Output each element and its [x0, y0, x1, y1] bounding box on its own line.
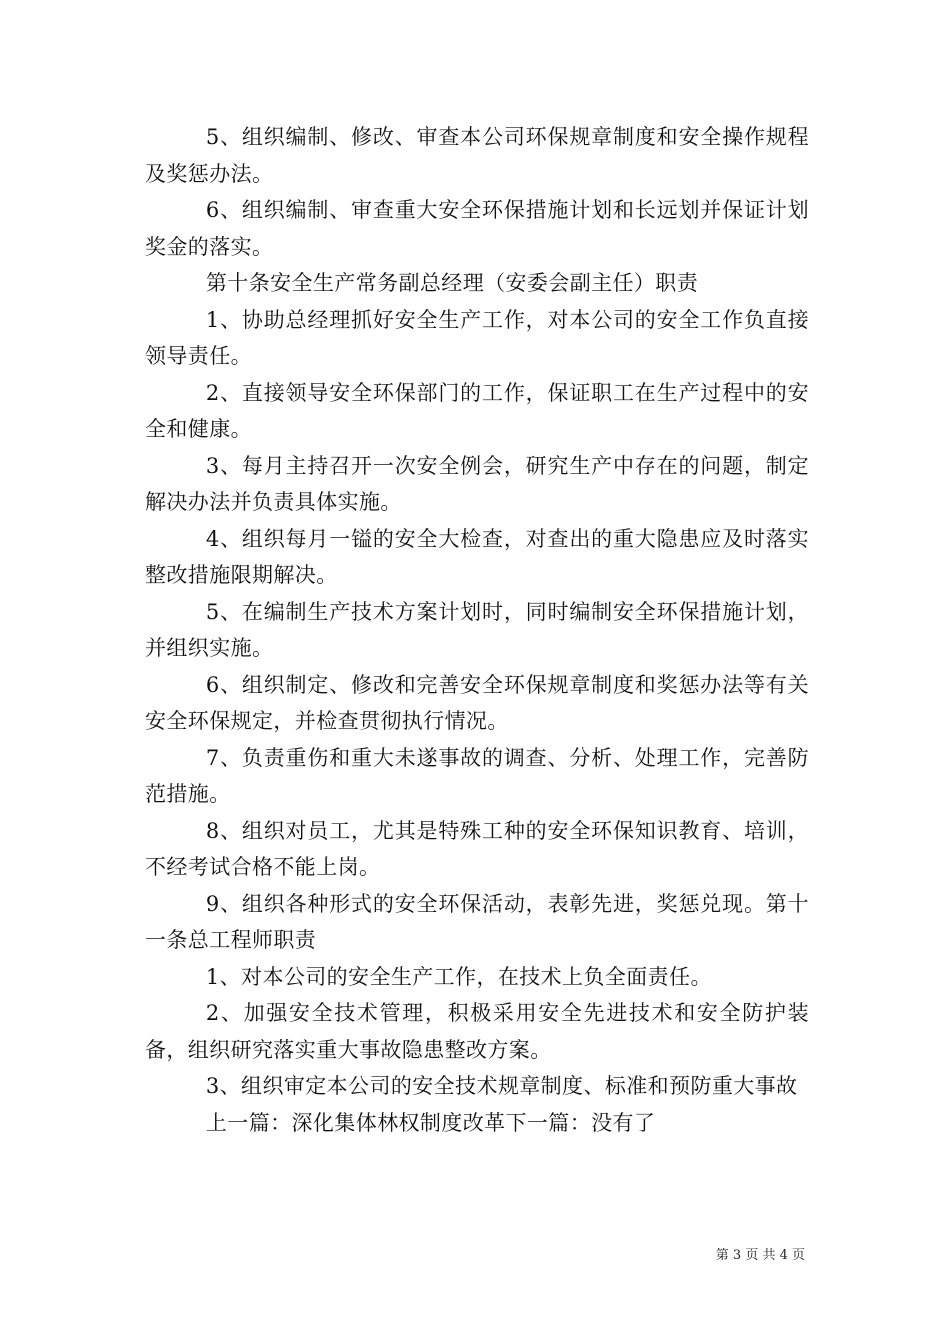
paragraph-7-accident-investigation: 7、负责重伤和重大未遂事故的调查、分析、处理工作，完善防范措施。 [145, 745, 809, 806]
paragraph-3-technical-rules: 3、组织审定本公司的安全技术规章制度、标准和预防重大事故 [205, 1074, 798, 1098]
paragraph-1-technical-responsibility: 1、对本公司的安全生产工作，在技术上负全面责任。 [205, 964, 712, 989]
prev-next-navigation: 上一篇：深化集体林权制度改革下一篇：没有了 [205, 1110, 656, 1135]
paragraph-1-assist-manager: 1、协助总经理抓好安全生产工作，对本公司的安全工作负直接领导责任。 [145, 307, 809, 368]
paragraph-6-major-measures: 6、组织编制、审查重大安全环保措施计划和长远划并保证计划奖金的落实。 [145, 198, 809, 259]
paragraph-9-activities-article-11: 9、组织各种形式的安全环保活动，表彰先进，奖惩兑现。第十一条总工程师职责 [145, 891, 809, 952]
paragraph-5-compile-regulations: 5、组织编制、修改、审查本公司环保规章制度和安全操作规程及奖惩办法。 [145, 125, 809, 186]
paragraph-8-training: 8、组织对员工，尤其是特殊工种的安全环保知识教育、培训，不经考试合格不能上岗。 [145, 818, 809, 879]
page-number-footer: 第 3 页 共 4 页 [715, 1248, 805, 1263]
paragraph-6-regulations: 6、组织制定、修改和完善安全环保规章制度和奖惩办法等有关安全环保规定，并检查贯彻执行情况。 [145, 672, 809, 733]
paragraph-3-monthly-meeting: 3、每月主持召开一次安全例会，研究生产中存在的问题，制定解决办法并负责具体实施。 [145, 453, 809, 514]
paragraph-2-technical-management: 2、加强安全技术管理，积极采用安全先进技术和安全防护装备，组织研究落实重大事故隐患整改方案。 [145, 1001, 809, 1062]
section-heading-article-10: 第十条安全生产常务副总经理（安委会副主任）职责 [205, 271, 699, 295]
paragraph-4-monthly-inspection: 4、组织每月一镒的安全大检查，对查出的重大隐患应及时落实整改措施限期解决。 [145, 526, 809, 587]
document-body [145, 119, 809, 1141]
paragraph-2-lead-department: 2、直接领导安全环保部门的工作，保证职工在生产过程中的安全和健康。 [145, 380, 809, 441]
paragraph-5-technical-plan: 5、在编制生产技术方案计划时，同时编制安全环保措施计划，并组织实施。 [145, 599, 809, 660]
